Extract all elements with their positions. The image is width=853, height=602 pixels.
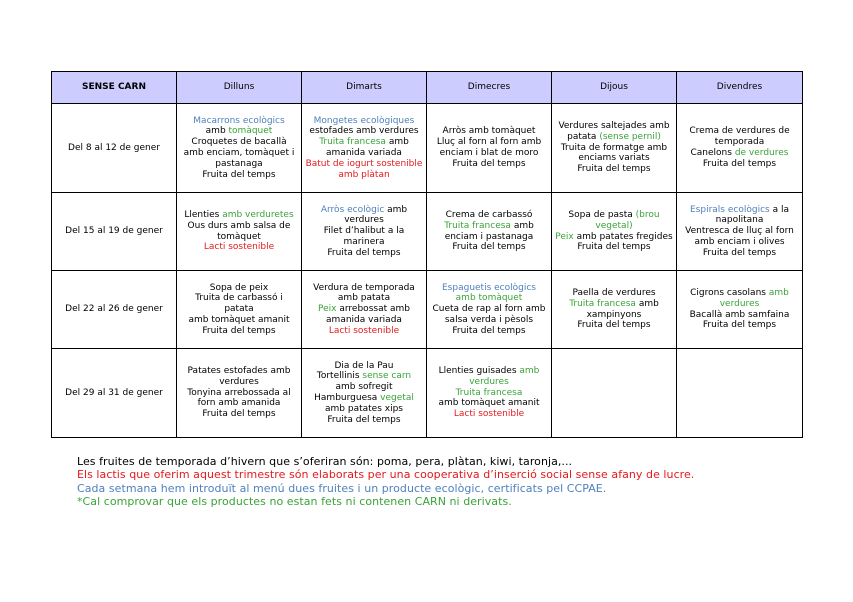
menu-line xyxy=(555,210,673,232)
menu-line xyxy=(180,210,298,221)
menu-text: amb patates fregides xyxy=(576,231,673,242)
menu-line xyxy=(180,315,298,326)
menu-text: amb amanida variada xyxy=(326,137,409,158)
menu-text: Tortellinis xyxy=(316,371,363,382)
menu-text: Truita francesa xyxy=(455,387,523,398)
menu-text: (brou vegetal) xyxy=(595,209,660,231)
menu-text: Mongetes ecològiques xyxy=(313,115,415,126)
menu-text: amb patates xips xyxy=(325,403,403,414)
menu-text: vegetal xyxy=(380,393,414,403)
day-header: Dilluns xyxy=(177,72,302,104)
header-row xyxy=(52,72,803,104)
menu-text: Fruita del temps xyxy=(702,158,777,169)
menu-line xyxy=(305,159,423,181)
menu-line xyxy=(430,159,548,170)
week-row xyxy=(52,193,803,271)
menu-line xyxy=(555,121,673,143)
menu-text: Dia de la Pau xyxy=(334,360,394,371)
menu-text: amb verdures xyxy=(344,204,408,226)
menu-cell xyxy=(302,193,427,271)
day-header: Dimarts xyxy=(302,72,427,104)
menu-text: amb xampinyons xyxy=(586,298,659,320)
note-line: Cada setmana hem introduït al menú dues fruites i un producte ecològic, certificats pel CCPAE. xyxy=(77,481,607,495)
menu-line xyxy=(180,137,298,169)
menu-text: Ous durs amb salsa de tomàquet xyxy=(187,220,291,242)
menu-cell xyxy=(177,193,302,271)
menu-line xyxy=(180,221,298,243)
menu-text: Cigrons casolans xyxy=(690,287,769,298)
menu-line xyxy=(305,116,423,127)
menu-line xyxy=(430,398,548,409)
menu-line xyxy=(680,248,799,259)
menu-line xyxy=(680,310,799,321)
menu-text: amb verdures xyxy=(719,287,789,309)
menu-text: Fruita del temps xyxy=(327,414,401,425)
menu-text: Lacti sostenible xyxy=(203,242,275,253)
menu-line xyxy=(555,242,673,253)
menu-line xyxy=(180,366,298,388)
menu-cell xyxy=(177,349,302,438)
menu-text: Fruita del temps xyxy=(452,242,526,253)
menu-line xyxy=(305,248,423,259)
menu-cell xyxy=(552,104,677,193)
menu-text: Croquetes de bacallà amb enciam, tomàquet i pastanaga xyxy=(183,137,295,169)
menu-text: amb tomàquet xyxy=(455,293,523,304)
menu-text: Arròs amb tomàquet xyxy=(442,126,536,137)
menu-line xyxy=(305,382,423,393)
menu-text: Crema de carbassó xyxy=(445,209,533,220)
day-header: Dijous xyxy=(552,72,677,104)
menu-line xyxy=(430,326,548,337)
menu-line xyxy=(680,159,799,170)
menu-line xyxy=(305,137,423,159)
menu-line xyxy=(680,320,799,331)
menu-text: Batut de iogurt sostenible amb plàtan xyxy=(305,158,423,180)
week-row xyxy=(52,104,803,193)
week-row xyxy=(52,349,803,438)
menu-line xyxy=(305,361,423,372)
menu-text: Llenties guisades xyxy=(438,366,520,376)
menu-line xyxy=(180,170,298,181)
menu-text: Cueta de rap al forn amb salsa verda i pèsols xyxy=(432,304,546,325)
menu-text: Fruita del temps xyxy=(577,320,651,331)
menu-line xyxy=(430,409,548,420)
menu-text: Sopa de peix xyxy=(209,282,269,293)
menu-text: Fruita del temps xyxy=(202,409,276,420)
menu-cell xyxy=(677,349,803,438)
menu-line xyxy=(305,371,423,382)
menu-cell xyxy=(177,271,302,349)
menu-text: Verdura de temporada amb patata xyxy=(313,282,415,304)
menu-text: Patates estofades amb verdures xyxy=(187,366,291,387)
menu-text: Fruita del temps xyxy=(577,242,651,253)
menu-text: Fruita del temps xyxy=(577,164,651,175)
menu-text: Lluç al forn al forn amb enciam i blat de moro xyxy=(436,137,542,158)
menu-line xyxy=(430,221,548,243)
menu-line xyxy=(430,126,548,137)
menu-line xyxy=(430,366,548,388)
corner-header: SENSE CARN xyxy=(52,72,177,104)
menu-text: Truita de formatge amb enciams variats xyxy=(560,142,668,164)
menu-cell xyxy=(677,271,803,349)
menu-text: Tonyina arrebossada al forn amb amanida xyxy=(187,387,291,409)
menu-line xyxy=(180,283,298,294)
menu-cell xyxy=(302,349,427,438)
menu-text: amb xyxy=(205,126,229,137)
menu-text: amb tomàquet amanit xyxy=(438,398,540,409)
menu-cell xyxy=(677,193,803,271)
menu-line xyxy=(305,415,423,426)
menu-line xyxy=(305,404,423,415)
menu-text: Espaguetis ecològics xyxy=(442,282,536,293)
menu-line xyxy=(180,126,298,137)
menu-text: amb verduretes xyxy=(222,209,294,220)
menu-text: amb tomàquet amanit xyxy=(188,314,290,325)
week-label: Del 8 al 12 de gener xyxy=(52,104,177,193)
notes xyxy=(77,455,694,509)
menu-text: Truita francesa xyxy=(319,137,389,148)
menu-line xyxy=(430,137,548,159)
menu-line xyxy=(680,148,799,159)
week-label: Del 15 al 19 de gener xyxy=(52,193,177,271)
menu-line xyxy=(430,388,548,399)
menu-cell xyxy=(552,349,677,438)
menu-text: Fruita del temps xyxy=(452,158,526,169)
menu-line xyxy=(305,126,423,137)
menu-text: Fruita del temps xyxy=(202,169,276,180)
menu-line xyxy=(680,226,799,248)
week-label: Del 22 al 26 de gener xyxy=(52,271,177,349)
menu-line xyxy=(430,242,548,253)
week-label: Del 29 al 31 de gener xyxy=(52,349,177,438)
menu-text: Fruita del temps xyxy=(702,320,777,331)
day-header: Dimecres xyxy=(427,72,552,104)
menu-cell xyxy=(302,104,427,193)
menu-text: Lacti sostenible xyxy=(453,409,525,420)
menu-line xyxy=(180,388,298,410)
menu-line xyxy=(180,409,298,420)
day-header: Divendres xyxy=(677,72,803,104)
menu-text: arrebossat amb amanida variada xyxy=(326,304,410,325)
menu-line xyxy=(305,226,423,248)
menu-text: Peix xyxy=(318,304,340,315)
menu-cell xyxy=(302,271,427,349)
menu-text: sense carn xyxy=(362,371,412,382)
menu-line xyxy=(680,126,799,148)
menu-text: Espirals ecològics xyxy=(690,204,773,215)
menu-text: Paella de verdures xyxy=(572,287,656,298)
menu-text: Bacallà amb samfaina xyxy=(689,309,790,320)
menu-line xyxy=(430,293,548,304)
menu-text: Canelons xyxy=(690,148,735,158)
menu-cell xyxy=(427,349,552,438)
menu-line xyxy=(180,326,298,337)
menu-cell xyxy=(552,193,677,271)
menu-text: Truita de carbassó i patata xyxy=(195,293,283,315)
menu-cell xyxy=(427,193,552,271)
menu-text: Sopa de pasta xyxy=(568,209,636,220)
menu-cell xyxy=(677,104,803,193)
menu-line xyxy=(180,293,298,315)
note-line: *Cal comprovar que els productes no estan fets ni contenen CARN ni derivats. xyxy=(77,495,512,509)
menu-line xyxy=(680,205,799,227)
menu-text: Macarrons ecològics xyxy=(193,115,285,126)
menu-line xyxy=(180,116,298,127)
menu-text: Llenties xyxy=(184,209,223,220)
menu-text: Fruita del temps xyxy=(327,247,401,258)
menu-text: tomàquet xyxy=(228,126,273,137)
menu-line xyxy=(305,205,423,227)
menu-cell xyxy=(552,271,677,349)
menu-line xyxy=(430,304,548,326)
menu-text: Verdures saltejades amb patata xyxy=(558,121,670,142)
menu-text: estofades amb verdures xyxy=(309,126,419,137)
menu-line xyxy=(555,299,673,321)
menu-cell xyxy=(177,104,302,193)
menu-text: Lacti sostenible xyxy=(328,325,400,336)
menu-text: Truita francesa xyxy=(444,220,514,231)
menu-line xyxy=(680,288,799,310)
menu-line xyxy=(305,393,423,404)
menu-cell xyxy=(427,104,552,193)
menu-text: Crema de verdures de temporada xyxy=(689,126,790,148)
menu-text: Filet d’halibut a la marinera xyxy=(323,226,405,247)
menu-text: Fruita del temps xyxy=(702,247,777,258)
menu-text: Fruita del temps xyxy=(452,325,526,336)
menu-line xyxy=(305,304,423,326)
menu-line xyxy=(555,320,673,331)
menu-line xyxy=(555,288,673,299)
week-row xyxy=(52,271,803,349)
menu-cell xyxy=(427,271,552,349)
menu-text: Ventresca de lluç al forn amb enciam i olives xyxy=(685,226,794,247)
menu-text: (sense pernil) xyxy=(599,131,661,142)
menu-text: Arròs ecològic xyxy=(320,204,388,215)
menu-text: Peix xyxy=(555,231,577,242)
menu-text: de verdures xyxy=(734,148,789,158)
menu-line xyxy=(180,242,298,253)
note-line: Els lactis que oferim aquest trimestre són elaborats per una cooperativa d’inserció social sense afany de lucre. xyxy=(77,468,695,482)
menu-line xyxy=(305,326,423,337)
menu-line xyxy=(555,232,673,243)
menu-text: Hamburguesa xyxy=(314,393,381,403)
menu-line xyxy=(430,283,548,294)
menu-text: a la napolitana xyxy=(715,204,789,226)
menu-text: Fruita del temps xyxy=(202,325,276,336)
menu-line xyxy=(555,143,673,165)
menu-text: amb enciam i pastanaga xyxy=(444,220,534,242)
menu-text: Truita francesa xyxy=(569,298,639,309)
menu-line xyxy=(555,164,673,175)
menu-line xyxy=(305,283,423,305)
menu-text: amb verdures xyxy=(469,366,540,387)
menu-text: amb sofregit xyxy=(335,382,393,393)
menu-table xyxy=(51,71,803,438)
note-line: Les fruites de temporada d’hivern que s’oferiran són: poma, pera, plàtan, kiwi, taronja,... xyxy=(77,455,573,468)
menu-line xyxy=(430,210,548,221)
